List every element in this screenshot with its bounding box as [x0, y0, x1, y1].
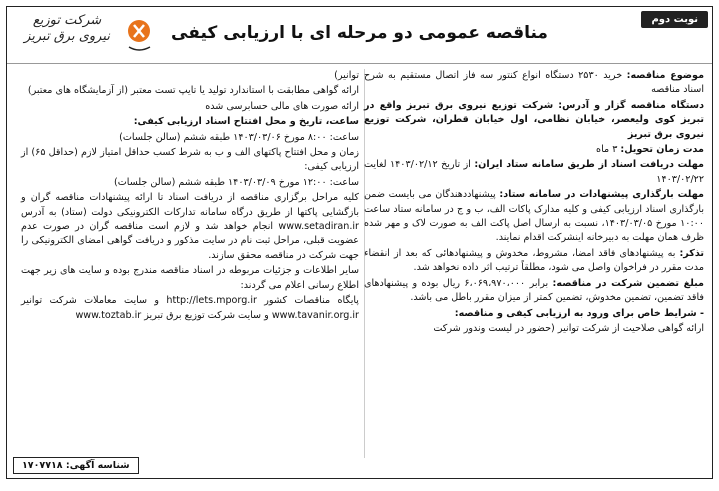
paragraph	[364, 143, 704, 157]
paragraph-label: دستگاه مناقصه گزار و آدرس: شرکت توزیع نیروی برق تبریز واقع در تبریز کوی ولیعصر، خیابان نظامی، اول خیابان قطران، شرکت توزیع نیروی برق تبریز	[364, 99, 704, 140]
paragraph-text: پایگاه مناقصات کشور http://lets.mporg.ir و سایت معاملات شرکت توانیر www.tavanir.org.ir و سایت شرکت توزیع برق تبریز www.toztab.ir	[21, 295, 359, 321]
right-column	[364, 69, 704, 337]
paragraph-text: خرید ۲۵۳۰ دستگاه انواع کنتور سه فاز اتصال مستقیم به شرح اسناد مناقصه	[364, 70, 704, 96]
paragraph-text: سایر اطلاعات و جزئیات مربوطه در اسناد مناقصه مندرج بوده و سایت های زیر جهت اطلاع رسانی اعلام می گردند:	[21, 265, 359, 291]
paragraph	[21, 115, 359, 129]
header	[7, 7, 712, 64]
paragraph	[364, 322, 704, 336]
paragraph-text: پیشنهاددهندگان می بایست ضمن بارگذاری اسناد ارزیابی کیفی و کلیه مدارک پاکات الف، ب و ج در سامانه ستاد ساعت ۱۰:۰۰ مورخ ۱۴۰۳/۰۳/۰۵، نسبت به ارسال اصل پاکت الف به صورت لاک و مهر شده ظرف همان مهلت به دبیرخانه اینشرکت اقدام نمایند.	[364, 189, 704, 244]
logo-text: شرکت توزیع نیروی برق تبریز	[24, 13, 110, 44]
paragraph	[364, 247, 704, 276]
paragraph-text: برابر ۶،۰۶۹،۹۷۰،۰۰۰ ریال بوده و پیشنهادهای فاقد تضمین، تضمین مخدوش، تضمین کمتر از میزان مقرر باطل می باشد.	[364, 277, 704, 304]
paragraph-text: از تاریخ ۱۴۰۳/۰۲/۱۲ لغایت ۱۴۰۳/۰۲/۲۲	[364, 159, 704, 185]
paragraph-label: مدت زمان تحویل:	[620, 144, 704, 156]
paragraph-label: ساعت، تاریخ و محل افتتاح اسناد ارزیابی کیفی:	[133, 116, 359, 128]
paragraph-label: - شرایط خاص برای ورود به ارزیابی کیفی و مناقصه:	[454, 307, 704, 319]
paragraph-text: ارائه گواهی صلاحیت از شرکت توانیر (حضور در لیست وندور شرکت	[433, 322, 704, 334]
paragraph-label: مهلت بارگذاری پیشنهادات در سامانه ستاد:	[499, 189, 704, 201]
page-title: مناقصه عمومی دو مرحله ای با ارزیابی کیفی	[171, 23, 548, 43]
paragraph-label: موضوع مناقصه:	[626, 70, 705, 81]
paragraph	[364, 69, 704, 98]
paragraph-text: ساعت: ۱۲:۰۰ مورخ ۱۴۰۳/۰۳/۰۹ طبقه ششم (سالن جلسات)	[114, 176, 359, 188]
paragraph-text: به پیشنهادهای فاقد امضا، مشروط، مخدوش و پیشنهادهائی که بعد از انقضاء مدت مقرر در فراخوان واصل می شود، مطلقاً ترتیب اثر داده نخواهد شد.	[364, 247, 704, 274]
paragraph-label: تذکر:	[679, 247, 704, 259]
paragraph	[364, 99, 704, 142]
paragraph-text: ۳ ماه	[596, 144, 621, 156]
paragraph	[21, 84, 359, 98]
advertisement	[6, 6, 713, 479]
paragraph	[21, 191, 359, 263]
paragraph	[21, 176, 359, 190]
paragraph-text: زمان و محل افتتاح پاکتهای الف و ب به شرط کسب حداقل امتیاز لازم (حداقل ۶۵) از ارزیابی کیفی:	[21, 147, 360, 173]
paragraph	[21, 69, 359, 83]
paragraph	[364, 158, 704, 187]
paragraph-text: ساعت: ۸:۰۰ مورخ ۱۴۰۳/۰۳/۰۶ طبقه ششم (سالن جلسات)	[119, 131, 359, 143]
paragraph	[21, 100, 359, 114]
paragraph	[364, 307, 704, 321]
paragraph	[364, 188, 704, 246]
paragraph	[364, 277, 704, 306]
round-badge: نوبت دوم	[641, 11, 708, 28]
paragraph-text: ارائه صورت های مالی حسابرسی شده	[205, 100, 359, 112]
ad-id-box: شناسه آگهی: ۱۷۰۷۷۱۸	[13, 457, 139, 474]
paragraph	[21, 294, 359, 323]
paragraph-label: مبلغ تضمین شرکت در مناقصه:	[552, 277, 704, 289]
paragraph-text: کلیه مراحل برگزاری مناقصه از دریافت اسناد تا ارائه پیشنهادات مناقصه گران و بازگشایی پاکتها از طریق درگاه سامانه تدارکات الکترونیکی دولت (ستاد) به آدرس www.setadiran.ir انجام خواهد شد و لازم است مناقصه گران در صورت عدم عضویت قبلی، مراحل ثبت نام در سایت مذکور و دریافت گواهی امضای الکترونیکی را جهت شرکت در مناقصه محقق سازند.	[21, 192, 359, 261]
paragraph-text: ارائه گواهی مطابقت با استاندارد تولید یا تایپ تست معتبر (از آزمایشگاه های معتبر)	[27, 85, 359, 97]
paragraph	[21, 264, 359, 293]
paragraph-label: مهلت دریافت اسناد از طریق سامانه ستاد ایران:	[474, 159, 704, 171]
paragraph-text: توانیر)	[334, 70, 359, 81]
paragraph	[21, 146, 359, 175]
paragraph	[21, 131, 359, 145]
left-column	[21, 69, 359, 324]
